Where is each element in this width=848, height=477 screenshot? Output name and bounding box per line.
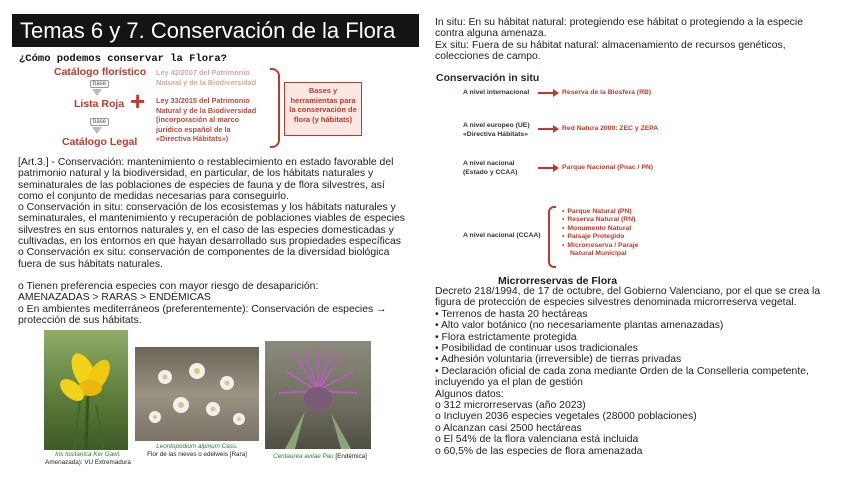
page-title: Temas 6 y 7. Conservación de la Flora xyxy=(12,14,419,47)
arrow-line xyxy=(538,92,554,94)
brace-right-icon xyxy=(270,68,280,148)
base-tag: base xyxy=(90,118,109,126)
level-label: A nivel europeo (UE) «Directiva Hábitats» xyxy=(463,122,530,138)
conservation-definitions: [Art.3.] - Conservación: mantenimiento o restablecimiento en estado favorable del patrimonio natural y la biodiversidad, en particular, de los hábitats naturales y seminaturales de las poblaciones de especies de fauna y de flora silvestres, así como el conjunto de medidas necesarias para conseguirlo. o Conservación in situ: conservación de los ecosistemas y los hábitats naturales y seminaturales, el mantenimiento y recuperación de poblaciones viables de especies silvestres en sus entornos naturales y, en el caso de las especies domesticadas y cultivadas, en los entornos en que hayan desarrollado sus propiedades específicas o Conservación ex situ: conservación de componentes de la diversidad biológica fuera de sus hábitats naturales. xyxy=(18,157,405,270)
iris-caption: Iris lusitanica Ker Gawl. Amenazada): VU Extremadura xyxy=(45,451,131,466)
law-42-text: Ley 42/2007 del Patrimonio Natural y de la Biodiversidad xyxy=(156,68,257,87)
law-33-text: Ley 33/2015 del Patrimonio Natural y de la Biodiversidad (incorporación al marco jurídico español de la «Directiva Hábitats») xyxy=(156,96,257,143)
list-item: • Reserva Natural (RN) xyxy=(562,216,636,224)
arrow-down-icon xyxy=(92,127,102,134)
microreserves-text: Decreto 218/1994, de 17 de octubre, del Gobierno Valenciano, por el que se crea la figura de protección de especies silvestres denominada microrreserva vegetal. • Terrenos de hasta 20 hectáreas • Alto valor botánico (no necesariamente plantas amenazadas) • Flora estrictamente protegida • Posibilidad de continuar usos tradicionales • Adhesión voluntaria (irreversible) de tierras privadas • Declaración oficial de cada zona mediante Orden de la Conselleria competente, incluyendo ya el plan de gestión Algunos datos: o 312 microrreservas (año 2023) o Incluyen 2036 especies vegetales (28000 poblaciones) o Alcanzan casi 2500 hectáreas o El 54% de la flora valenciana está incluida o 60,5% de las especies de flora amenazada xyxy=(435,286,821,457)
list-item: Natural Municipal xyxy=(570,250,627,258)
target-label: Reserva de la Biosfera (RB) xyxy=(562,89,652,96)
bases-box: Bases y herramientas para la conservación de flora (y hábitats) xyxy=(284,82,362,136)
list-item: • Monumento Natural xyxy=(562,224,632,232)
arrow-line xyxy=(538,167,554,169)
level-label: A nivel nacional (Estado y CCAA) xyxy=(463,160,518,176)
level-label: A nivel internacional xyxy=(463,89,530,96)
list-item: • Paisaje Protegido xyxy=(562,233,625,241)
arrow-right-icon xyxy=(553,164,559,172)
arrow-down-icon xyxy=(92,89,102,96)
plus-icon: + xyxy=(130,86,146,116)
in-ex-situ-definitions: In situ: En su hábitat natural: protegiendo ese hábitat o protegiendo a la especie contra alguna amenaza. Ex situ: Fuera de su hábitat natural: almacenamiento de recursos genéticos, colecciones de campo. xyxy=(435,17,803,63)
catalogo-legal-label: Catálogo Legal xyxy=(62,136,138,148)
list-item: • Parque Natural (PN) xyxy=(562,208,632,215)
brace-left-icon xyxy=(548,206,556,268)
ccaa-protected-list xyxy=(562,208,638,258)
priority-text: o Tienen preferencia especies con mayor riesgo de desaparición: AMENAZADAS > RARAS > ENDÉMICAS o En ambientes mediterráneos (preferentemente): Conservación de especies → protección de sus hábitats. xyxy=(18,281,387,326)
arrow-right-icon xyxy=(553,89,559,97)
centaurea-photo xyxy=(265,341,371,449)
target-label: Parque Nacional (Pnac / PN) xyxy=(562,164,654,171)
arrow-line xyxy=(538,128,554,130)
in-situ-heading: Conservación in situ xyxy=(436,72,540,84)
microreserves-heading: Microrreservas de Flora xyxy=(498,275,618,287)
edelweiss-photo xyxy=(135,347,259,441)
catalog-diagram xyxy=(40,66,360,154)
base-tag: base xyxy=(90,80,109,88)
list-item: • Microrreserva / Paraje xyxy=(562,241,639,249)
level-label: A nivel nacional (CCAA) xyxy=(463,232,541,239)
iris-flower-photo xyxy=(44,330,128,450)
centaurea-caption: Centaurea avilae Pau [Endémica] xyxy=(273,453,367,460)
question-heading: ¿Cómo podemos conservar la Flora? xyxy=(19,53,227,65)
edelweiss-caption: Leontopodium alpinum Cass. Flor de las nieves o edelweis [Rara] xyxy=(147,443,247,458)
lista-roja-label: Lista Roja xyxy=(74,98,125,110)
arrow-right-icon xyxy=(553,125,559,133)
catalogo-floristico-label: Catálogo florístico xyxy=(54,66,147,78)
target-label: Red Natura 2000: ZEC y ZEPA xyxy=(562,125,659,132)
